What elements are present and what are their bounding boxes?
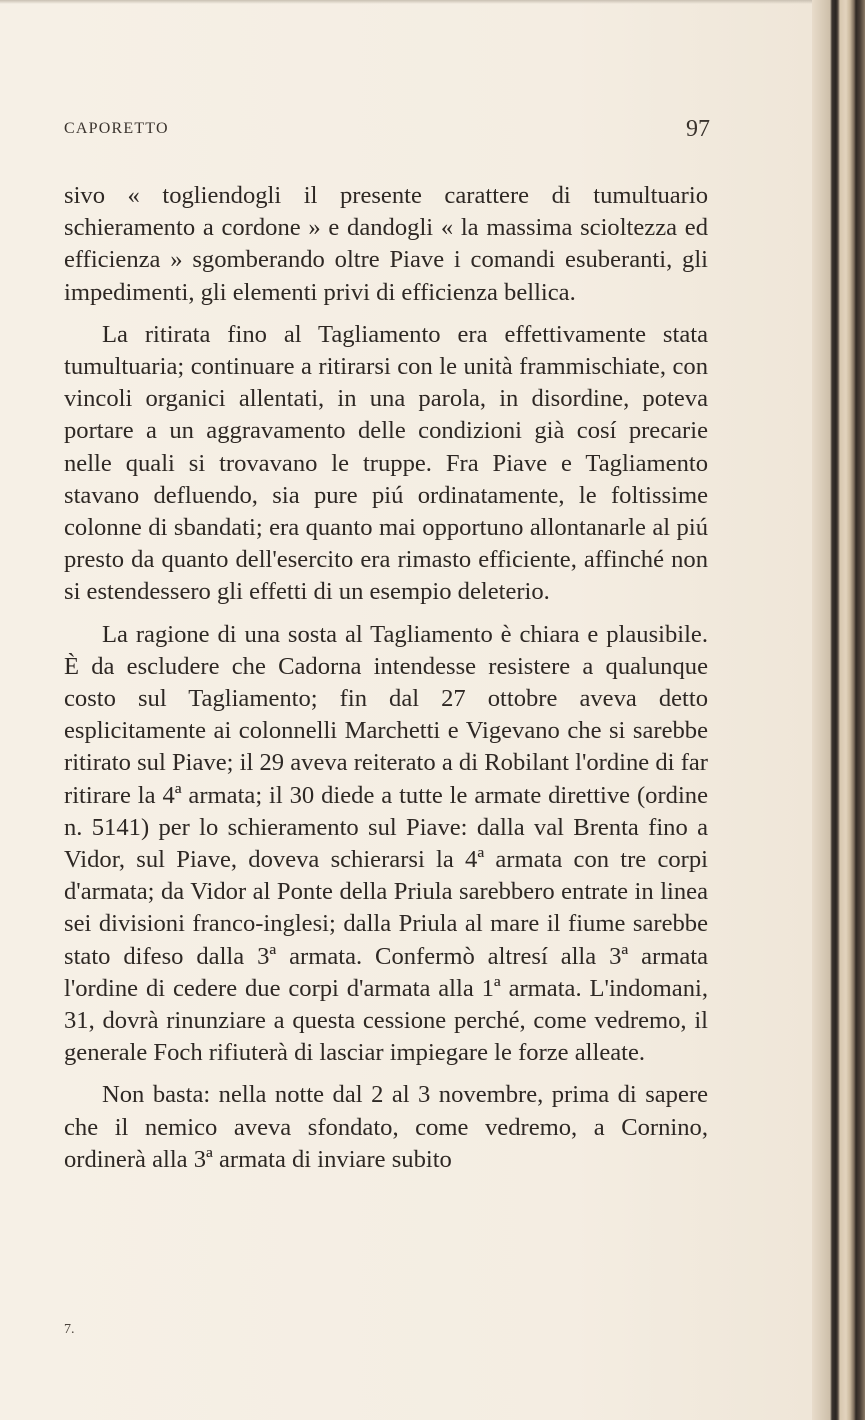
paragraph-4: Non basta: nella notte dal 2 al 3 novembre, prima di sapere che il nemico aveva sfondato, come vedremo, a Cornino, ordinerà alla 3ª armata di inviare subito <box>64 1081 708 1173</box>
signature-mark: 7. <box>64 1322 75 1337</box>
page-number: 97 <box>686 116 710 142</box>
running-title: CAPORETTO <box>64 120 169 137</box>
running-head <box>64 116 710 146</box>
page-top-shadow <box>0 0 812 4</box>
paragraph-3: La ragione di una sosta al Tagliamento è chiara e plausibile. È da escludere che Cadorna intendesse resistere a qualunque costo sul Tagliamento; fin dal 27 ottobre aveva detto esplicitamente ai colonnelli Marchetti e Vigevano che si sarebbe ritirato sul Piave; il 29 aveva reiterato a di Robilant l'ordine di far ritirare la 4ª armata; il 30 diede a tutte le armate direttive (ordine n. 5141) per lo schieramento sul Piave: dalla val Brenta fino a Vidor, sul Piave, doveva schierarsi la 4ª armata con tre corpi d'armata; da Vidor al Ponte della Priula sarebbero entrate in linea sei divisioni franco-inglesi; dalla Priula al mare il fiume sarebbe stato difeso dalla 3ª armata. Confermò altresí alla 3ª armata l'ordine di cedere due corpi d'armata alla 1ª armata. L'indomani, 31, dovrà rinunziare a questa cessione perché, come vedremo, il generale Foch rifiuterà di lasciar impiegare le forze alleate. <box>64 620 708 1067</box>
book-spine-edge <box>812 0 865 1420</box>
paragraph-2: La ritirata fino al Tagliamento era effettivamente stata tumultuaria; continuare a ritirarsi con le unità frammischiate, con vincoli organici allentati, in una parola, in disordine, poteva portare a un aggravamento delle condizioni già cosí precarie nelle quali si trovavano le truppe. Fra Piave e Tagliamento stavano defluendo, sia pure piú ordinatamente, le foltissime colonne di sbandati; era quanto mai opportuno allontanarle al piú presto da quanto dell'esercito era rimasto efficiente, affinché non si estendessero gli effetti di un esempio deleterio. <box>64 320 708 606</box>
paragraph-1: sivo « togliendogli il presente carattere di tumultuario schieramento a cordone » e dandogli « la massima scioltezza ed efficienza » sgomberando oltre Piave i comandi esuberanti, gli impedimenti, gli elementi privi di efficienza bellica. <box>64 182 708 306</box>
body-text <box>64 180 708 1176</box>
